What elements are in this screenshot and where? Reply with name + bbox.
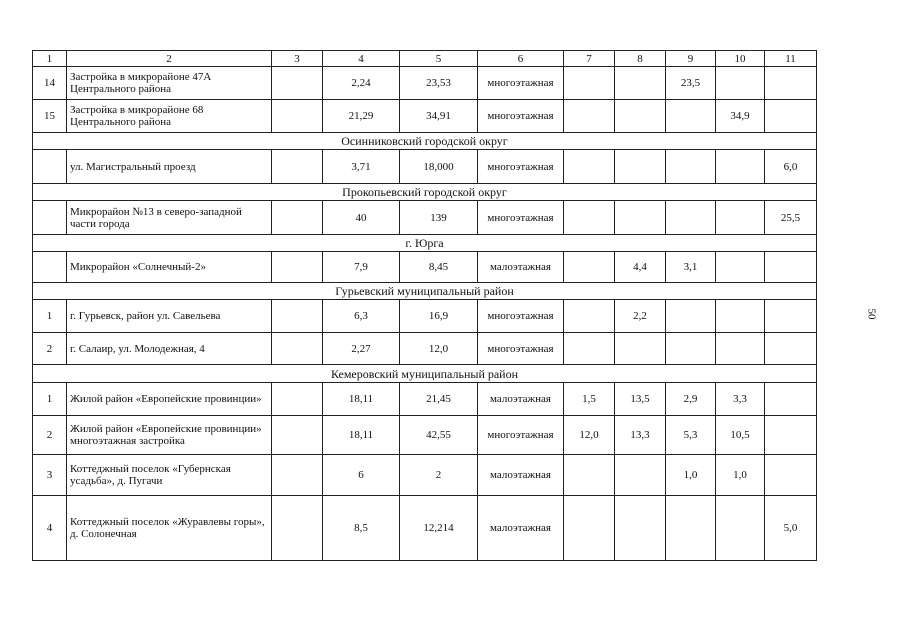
table-row (33, 252, 817, 283)
table-body (33, 51, 817, 561)
table-cell: 6,3 (323, 300, 400, 333)
header-cell: 3 (272, 51, 323, 67)
table-cell (716, 67, 765, 100)
table-cell (716, 150, 765, 184)
table-cell: 1,0 (666, 455, 716, 496)
section-title: Гурьевский муниципальный район (33, 283, 817, 300)
table-cell (615, 455, 666, 496)
table-cell (666, 496, 716, 561)
header-row (33, 51, 817, 67)
table-cell (564, 150, 615, 184)
table-cell: 6,0 (765, 150, 817, 184)
table-cell (716, 333, 765, 365)
table-row (33, 383, 817, 416)
table-cell: 7,9 (323, 252, 400, 283)
object-name-cell: Жилой район «Европейские провинции» (67, 383, 272, 416)
header-cell: 4 (323, 51, 400, 67)
header-cell: 1 (33, 51, 67, 67)
table-cell (765, 100, 817, 133)
table-cell: многоэтажная (478, 150, 564, 184)
table-cell: 3,71 (323, 150, 400, 184)
table-cell: 6 (323, 455, 400, 496)
table-cell (564, 252, 615, 283)
table-cell (272, 416, 323, 455)
table-cell (564, 333, 615, 365)
table-cell (615, 100, 666, 133)
section-header-row (33, 365, 817, 383)
table-cell: 15 (33, 100, 67, 133)
table-cell (564, 67, 615, 100)
object-name-cell: Застройка в микрорайоне 47А Центрального района (67, 67, 272, 100)
header-cell: 11 (765, 51, 817, 67)
section-header-row (33, 235, 817, 252)
header-cell: 8 (615, 51, 666, 67)
table-cell (765, 455, 817, 496)
development-table (32, 50, 817, 561)
table-cell: 13,3 (615, 416, 666, 455)
table-row (33, 201, 817, 235)
object-name-cell: Жилой район «Европейские провинции» многоэтажная застройка (67, 416, 272, 455)
table-row (33, 416, 817, 455)
table-cell (666, 300, 716, 333)
table-cell: 42,55 (400, 416, 478, 455)
table-cell: малоэтажная (478, 383, 564, 416)
table-cell (765, 300, 817, 333)
table-cell (564, 201, 615, 235)
table-cell: 25,5 (765, 201, 817, 235)
table-cell: 18,11 (323, 416, 400, 455)
table-cell (272, 333, 323, 365)
object-name-cell: Застройка в микрорайоне 68 Центрального района (67, 100, 272, 133)
header-cell: 7 (564, 51, 615, 67)
table-cell: 8,5 (323, 496, 400, 561)
section-header-row (33, 133, 817, 150)
table-cell (666, 150, 716, 184)
table-cell (272, 455, 323, 496)
object-name-cell: Микрорайон «Солнечный-2» (67, 252, 272, 283)
table-cell (615, 496, 666, 561)
object-name-cell: Микрорайон №13 в северо-западной части города (67, 201, 272, 235)
table-cell: 8,45 (400, 252, 478, 283)
table-row (33, 455, 817, 496)
header-cell: 2 (67, 51, 272, 67)
table-cell (765, 416, 817, 455)
object-name-cell: г. Салаир, ул. Молодежная, 4 (67, 333, 272, 365)
table-cell: 13,5 (615, 383, 666, 416)
header-cell: 6 (478, 51, 564, 67)
table-cell: 3 (33, 455, 67, 496)
header-cell: 9 (666, 51, 716, 67)
table-cell (765, 383, 817, 416)
table-cell (716, 252, 765, 283)
table-cell: многоэтажная (478, 416, 564, 455)
table-cell (272, 496, 323, 561)
table-cell (564, 300, 615, 333)
table-cell: многоэтажная (478, 333, 564, 365)
table-cell: 12,0 (400, 333, 478, 365)
object-name-cell: Коттеджный поселок «Губернская усадьба», д. Пугачи (67, 455, 272, 496)
table-cell: 23,53 (400, 67, 478, 100)
table-cell: 21,45 (400, 383, 478, 416)
table-cell: 3,1 (666, 252, 716, 283)
page-number: 50 (865, 308, 878, 320)
table-cell (272, 150, 323, 184)
table-cell: 2,2 (615, 300, 666, 333)
table-cell: 18,000 (400, 150, 478, 184)
table-row (33, 100, 817, 133)
table-cell (666, 333, 716, 365)
table-cell (564, 455, 615, 496)
table-cell (716, 300, 765, 333)
table-cell (666, 201, 716, 235)
table-cell (272, 201, 323, 235)
header-cell: 10 (716, 51, 765, 67)
section-header-row (33, 283, 817, 300)
table-cell: 4 (33, 496, 67, 561)
table-cell: 12,0 (564, 416, 615, 455)
table-cell: многоэтажная (478, 100, 564, 133)
table-cell (272, 100, 323, 133)
table-cell: 34,9 (716, 100, 765, 133)
table-cell: 2 (33, 416, 67, 455)
table-cell: 2,24 (323, 67, 400, 100)
table-cell: малоэтажная (478, 455, 564, 496)
table-cell (716, 201, 765, 235)
table-cell: 5,0 (765, 496, 817, 561)
table-cell: 2 (33, 333, 67, 365)
table-cell (272, 383, 323, 416)
object-name-cell: г. Гурьевск, район ул. Савельева (67, 300, 272, 333)
section-title: Кемеровский муниципальный район (33, 365, 817, 383)
table-row (33, 496, 817, 561)
table-cell: многоэтажная (478, 67, 564, 100)
table-cell: 2 (400, 455, 478, 496)
table-cell (33, 252, 67, 283)
table-cell (716, 496, 765, 561)
object-name-cell: Коттеджный поселок «Журавлевы горы», д. Солонечная (67, 496, 272, 561)
table-cell: 1,5 (564, 383, 615, 416)
table-cell: многоэтажная (478, 201, 564, 235)
table-cell: малоэтажная (478, 496, 564, 561)
section-title: Осинниковский городской округ (33, 133, 817, 150)
table-cell: 34,91 (400, 100, 478, 133)
table-cell: малоэтажная (478, 252, 564, 283)
table-cell (33, 201, 67, 235)
table-row (33, 333, 817, 365)
table-cell: 10,5 (716, 416, 765, 455)
table-cell: 40 (323, 201, 400, 235)
table-row (33, 67, 817, 100)
table-cell (564, 496, 615, 561)
table-cell (765, 252, 817, 283)
table-cell: 18,11 (323, 383, 400, 416)
table-cell: 2,27 (323, 333, 400, 365)
table-cell (272, 300, 323, 333)
table-cell: 3,3 (716, 383, 765, 416)
table-cell: 139 (400, 201, 478, 235)
table-cell (666, 100, 716, 133)
table-cell: 4,4 (615, 252, 666, 283)
table-cell (615, 201, 666, 235)
table-cell: 5,3 (666, 416, 716, 455)
section-title: Прокопьевский городской округ (33, 184, 817, 201)
table-cell (615, 150, 666, 184)
table-row (33, 300, 817, 333)
section-header-row (33, 184, 817, 201)
table-cell (564, 100, 615, 133)
table-cell (765, 67, 817, 100)
table-cell (33, 150, 67, 184)
table-cell (615, 333, 666, 365)
table-cell: 1 (33, 383, 67, 416)
table-cell: 16,9 (400, 300, 478, 333)
table-cell (615, 67, 666, 100)
table-cell: многоэтажная (478, 300, 564, 333)
table-cell (272, 67, 323, 100)
table-cell (765, 333, 817, 365)
table-cell: 1,0 (716, 455, 765, 496)
table-cell: 2,9 (666, 383, 716, 416)
table-cell: 14 (33, 67, 67, 100)
table-cell: 23,5 (666, 67, 716, 100)
object-name-cell: ул. Магистральный проезд (67, 150, 272, 184)
table-cell: 12,214 (400, 496, 478, 561)
header-cell: 5 (400, 51, 478, 67)
table-cell: 21,29 (323, 100, 400, 133)
table-cell (272, 252, 323, 283)
section-title: г. Юрга (33, 235, 817, 252)
table-row (33, 150, 817, 184)
table-cell: 1 (33, 300, 67, 333)
